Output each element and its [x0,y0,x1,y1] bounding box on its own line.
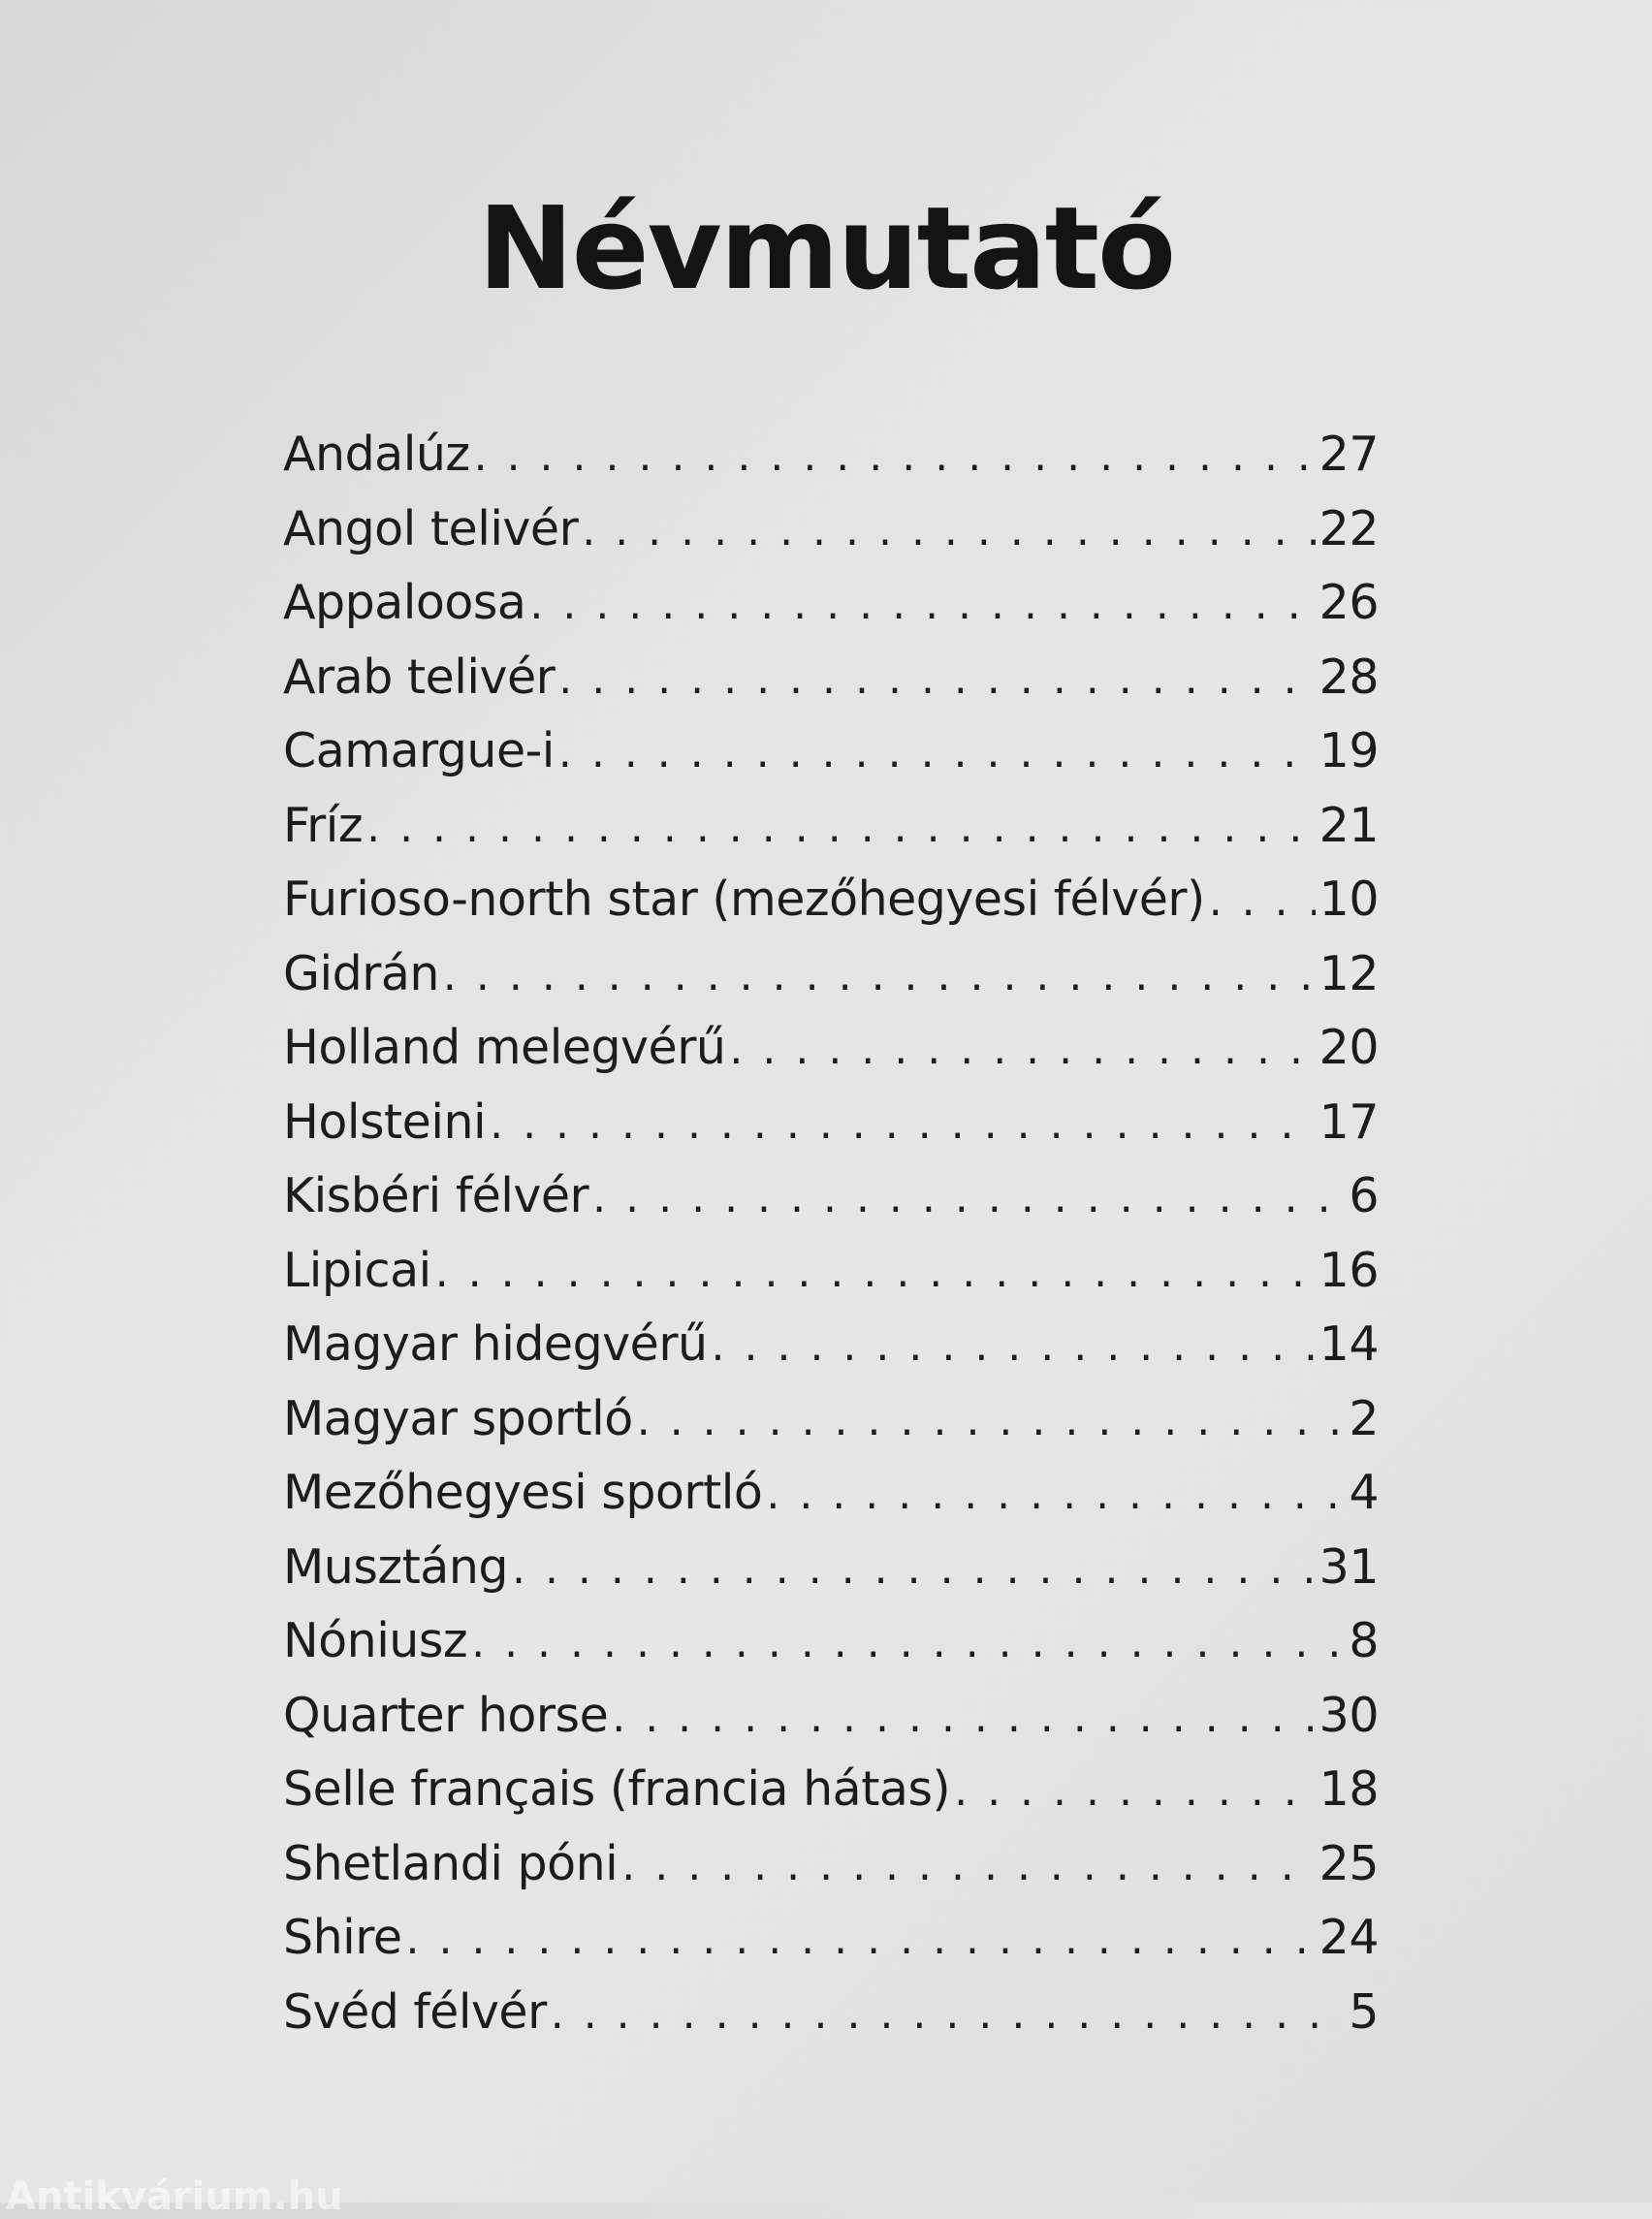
entry-page: 31 [1318,1538,1379,1595]
entry-name: Svéd félvér [283,1983,547,2040]
dot-leader [435,1243,1316,1298]
dot-leader [406,1910,1316,1965]
index-entry [283,946,1379,1021]
entry-name: Angol telivér [283,500,579,556]
page-title: Névmutató [477,181,1175,316]
entry-name: Holland melegvérű [283,1020,726,1075]
entry-page: 8 [1349,1613,1379,1668]
entry-page: 4 [1349,1465,1379,1520]
index-entry [283,501,1379,576]
entry-page: 20 [1318,1020,1379,1075]
entry-page: 22 [1318,500,1379,556]
index-entry [283,650,1379,724]
entry-name: Holsteini [283,1094,487,1150]
entry-page: 21 [1318,797,1379,853]
entry-page: 18 [1318,1761,1379,1817]
entry-page: 17 [1318,1094,1379,1150]
entry-name: Kisbéri félvér [283,1168,589,1223]
entry-page: 2 [1349,1390,1379,1446]
entry-page: 14 [1318,1316,1379,1372]
entry-name: Mezőhegyesi sportló [283,1465,763,1520]
entry-page: 28 [1318,649,1379,705]
dot-leader [612,1688,1315,1743]
entry-page: 5 [1349,1983,1379,2040]
index-entry [283,1391,1379,1466]
index-entry [283,1094,1379,1169]
entry-page: 6 [1349,1168,1379,1223]
dot-leader [592,1168,1345,1223]
index-entry [283,1465,1379,1539]
index-entry [283,1243,1379,1317]
index-entry [283,1910,1379,1984]
index-entry [283,575,1379,650]
entry-name: Shire [283,1910,402,1965]
index-entry [283,1984,1379,2059]
dot-leader [637,1391,1346,1446]
dot-leader [558,650,1315,705]
entry-page: 24 [1318,1910,1379,1965]
dot-leader [529,575,1315,630]
entry-name: Nóniusz [283,1613,468,1668]
index-entry [283,1168,1379,1243]
dot-leader [621,1836,1315,1891]
entry-page: 10 [1318,872,1379,927]
index-entry [283,427,1379,501]
dot-leader [512,1539,1316,1595]
dot-leader [471,1613,1345,1668]
entry-name: Selle français (francia hátas) [283,1761,951,1817]
index-entry [283,1613,1379,1688]
dot-leader [551,1984,1346,2040]
dot-leader [954,1761,1316,1817]
entry-name: Magyar sportló [283,1390,633,1446]
entry-page: 16 [1318,1242,1379,1298]
entry-name: Andalúz [283,427,470,482]
dot-leader [729,1020,1315,1075]
entry-name: Fríz [283,797,364,853]
entry-name: Quarter horse [283,1687,609,1743]
index-entry [283,798,1379,872]
dot-leader [490,1094,1316,1150]
entry-name: Lipicai [283,1242,431,1298]
dot-leader [712,1316,1316,1372]
entry-page: 27 [1318,427,1379,482]
entry-page: 30 [1318,1687,1379,1743]
dot-leader [582,501,1315,556]
index-entry [283,723,1379,798]
index-entry [283,1836,1379,1911]
index-entry [283,1761,1379,1836]
dot-leader [1209,872,1316,927]
dot-leader [366,798,1316,853]
entry-name: Arab telivér [283,649,556,705]
entry-name: Shetlandi póni [283,1835,619,1891]
entry-name: Gidrán [283,945,439,1001]
entry-page: 12 [1318,945,1379,1001]
entry-name: Camargue-i [283,723,555,778]
dot-leader [443,946,1316,1001]
entry-page: 26 [1318,575,1379,630]
index-entry [283,1316,1379,1391]
entry-name: Furioso-north star (mezőhegyesi félvér) [283,872,1205,927]
index-entry [283,1539,1379,1614]
index-entry [283,872,1379,946]
dot-leader [766,1465,1345,1520]
watermark: Antikvárium.hu [6,2174,343,2219]
entry-name: Musztáng [283,1538,508,1595]
index-entry [283,1020,1379,1094]
entry-name: Magyar hidegvérű [283,1316,708,1372]
entry-name: Appaloosa [283,575,526,630]
dot-leader [474,427,1316,482]
index-list [283,427,1379,2058]
dot-leader [558,723,1316,778]
entry-page: 25 [1318,1835,1379,1891]
entry-page: 19 [1318,723,1379,778]
index-entry [283,1688,1379,1762]
